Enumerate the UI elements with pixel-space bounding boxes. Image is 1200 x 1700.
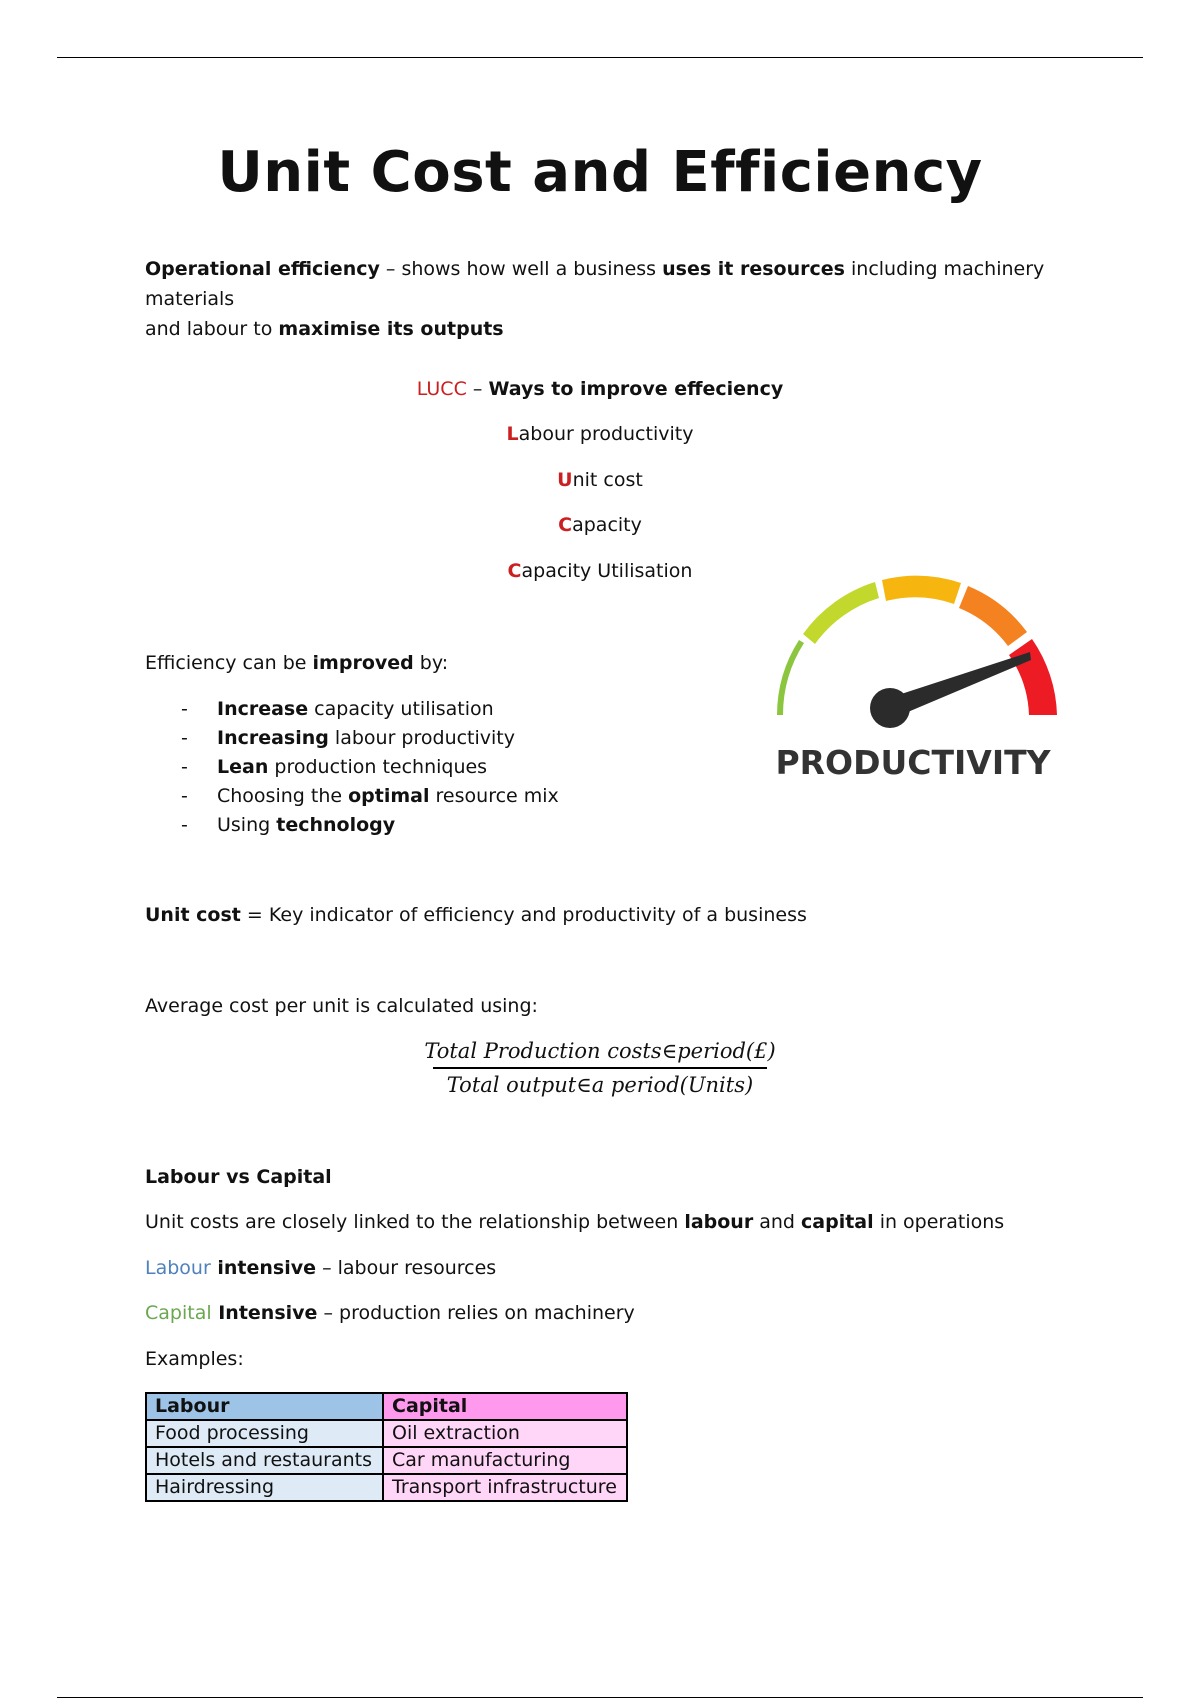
examples-label: Examples: bbox=[145, 1348, 244, 1370]
gauge-hub bbox=[870, 688, 910, 728]
productivity-gauge-image bbox=[765, 560, 1075, 790]
table-header-row bbox=[146, 1393, 627, 1420]
table-row bbox=[146, 1420, 627, 1447]
top-rule bbox=[57, 57, 1143, 58]
gauge-segment-red bbox=[1009, 639, 1057, 715]
gauge-segment-lightgreen bbox=[777, 640, 804, 715]
table-row bbox=[146, 1474, 627, 1501]
gauge-needle bbox=[892, 652, 1031, 717]
table-cell: Transport infrastructure bbox=[383, 1474, 627, 1501]
gauge-label: PRODUCTIVITY bbox=[775, 743, 1051, 782]
header-capital: Capital bbox=[383, 1393, 627, 1420]
formula-numerator: Total Production costs∈period(£) bbox=[424, 1039, 776, 1063]
unit-cost-formula bbox=[400, 1037, 800, 1099]
labour-capital-table bbox=[145, 1392, 628, 1502]
unit-cost-definition: Unit cost = Key indicator of efficiency and productivity of a business bbox=[145, 904, 807, 926]
improve-list bbox=[145, 695, 559, 840]
table-cell: Car manufacturing bbox=[383, 1447, 627, 1474]
table-row bbox=[146, 1447, 627, 1474]
lucc-item: Capacity bbox=[558, 514, 642, 536]
list-item: - Lean production techniques bbox=[181, 756, 488, 778]
gauge-segment-orange bbox=[959, 586, 1027, 646]
lucc-item: Unit cost bbox=[557, 469, 643, 491]
labour-capital-intro: Unit costs are closely linked to the relationship between labour and capital in operations bbox=[145, 1211, 1005, 1233]
list-item: - Increasing labour productivity bbox=[181, 727, 516, 749]
lucc-acronym: LUCC bbox=[416, 378, 467, 400]
labour-intensive-line: Labour intensive – labour resources bbox=[145, 1257, 497, 1279]
list-item: - Choosing the optimal resource mix bbox=[181, 785, 559, 807]
capital-intensive-line: Capital Intensive – production relies on machinery bbox=[145, 1302, 635, 1324]
table-cell: Food processing bbox=[146, 1420, 383, 1447]
gauge-segment-yellowgreen bbox=[803, 582, 879, 644]
table-cell: Hotels and restaurants bbox=[146, 1447, 383, 1474]
list-item: - Increase capacity utilisation bbox=[181, 698, 494, 720]
table-cell: Hairdressing bbox=[146, 1474, 383, 1501]
lucc-item: Capacity Utilisation bbox=[507, 560, 693, 582]
formula-denominator: Total output∈a period(Units) bbox=[446, 1073, 754, 1097]
labour-capital-heading: Labour vs Capital bbox=[145, 1166, 332, 1188]
average-cost-intro: Average cost per unit is calculated using: bbox=[145, 995, 538, 1017]
definition-term: Operational efficiency bbox=[145, 258, 380, 280]
table-cell: Oil extraction bbox=[383, 1420, 627, 1447]
list-item: - Using technology bbox=[181, 814, 396, 836]
improve-intro: Efficiency can be improved by: bbox=[145, 652, 449, 674]
lucc-heading: LUCC – Ways to improve effeciency bbox=[416, 378, 784, 400]
lucc-item: Labour productivity bbox=[506, 423, 694, 445]
header-labour: Labour bbox=[146, 1393, 383, 1420]
formula-fraction-bar bbox=[433, 1067, 767, 1069]
page-title: Unit Cost and Efficiency bbox=[217, 140, 983, 205]
bottom-rule bbox=[57, 1697, 1143, 1698]
definition-paragraph: Operational efficiency – shows how well a business uses it resources including machinery materials and labour to maximise its outputs bbox=[145, 258, 1045, 340]
gauge-segment-amber bbox=[882, 576, 961, 604]
